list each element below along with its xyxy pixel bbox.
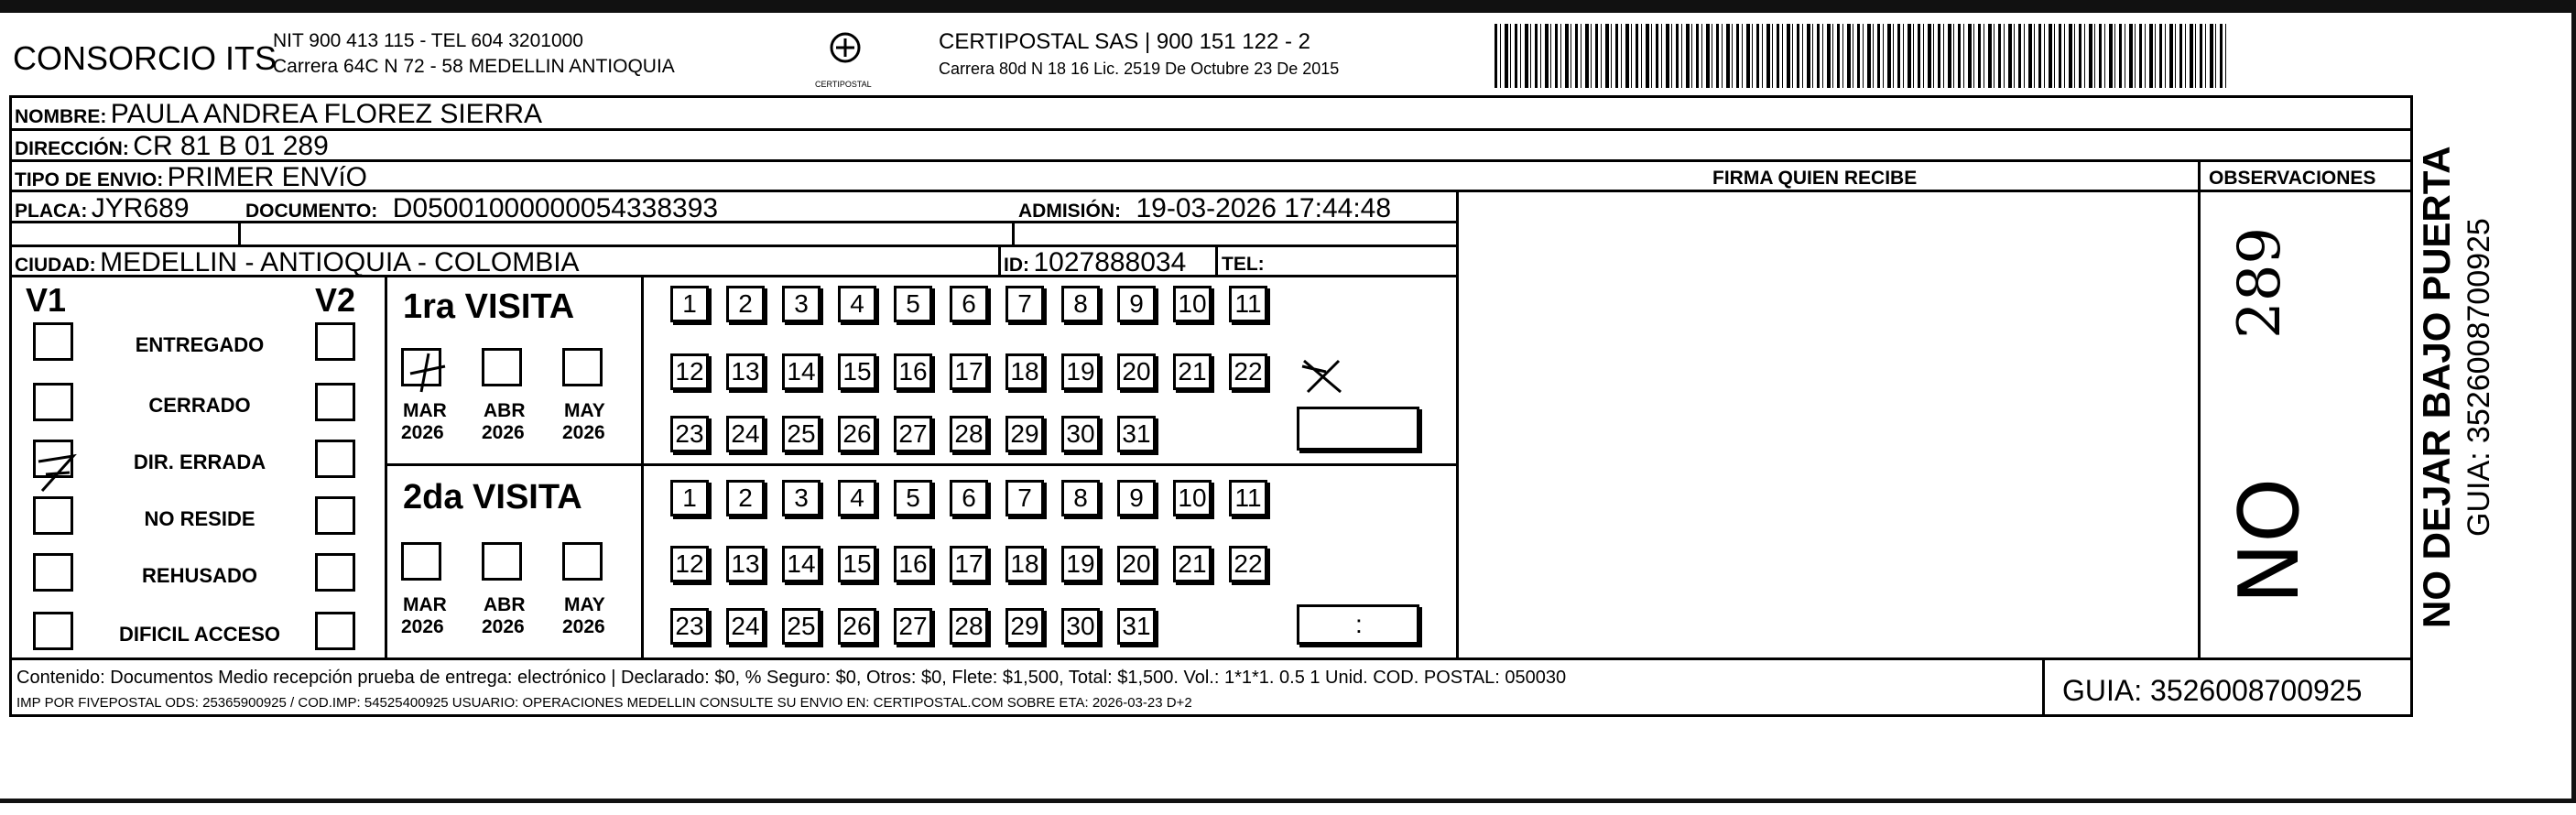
day-box[interactable]: 6 <box>950 286 988 322</box>
guia-footer: GUIA: 3526008700925 <box>2062 674 2363 707</box>
carrier-name: CERTIPOSTAL SAS | 900 151 122 - 2 <box>939 29 1310 54</box>
month-checkbox[interactable] <box>562 348 603 386</box>
day-box[interactable]: 6 <box>950 480 988 516</box>
day-box[interactable]: 12 <box>670 546 709 582</box>
v1-label: V1 <box>26 281 67 319</box>
tel-label: TEL: <box>1222 254 1265 275</box>
day-box[interactable]: 14 <box>782 353 821 390</box>
side-guia: GUIA: 3526008700925 <box>2462 218 2496 537</box>
barcode <box>1495 24 2227 88</box>
day-box[interactable]: 14 <box>782 546 821 582</box>
day-box[interactable]: 24 <box>726 416 765 452</box>
placa-label: PLACA: <box>15 201 88 222</box>
day-box[interactable]: 26 <box>838 608 876 645</box>
day-box[interactable]: 28 <box>950 608 988 645</box>
top-border <box>0 0 2576 13</box>
day-box[interactable]: 8 <box>1061 286 1100 322</box>
year-label: 2026 <box>401 422 444 443</box>
nombre-value: PAULA ANDREA FLOREZ SIERRA <box>110 99 543 129</box>
month-checkbox[interactable] <box>401 542 441 581</box>
day-box[interactable]: 16 <box>894 546 932 582</box>
month-label: ABR <box>484 594 526 615</box>
status-v1-checkbox[interactable] <box>33 496 73 535</box>
time-box-first <box>1297 407 1419 451</box>
year-label: 2026 <box>482 616 525 637</box>
status-label: DIFICIL ACCESO <box>118 623 280 646</box>
day-box[interactable]: 29 <box>1005 608 1044 645</box>
company-name: CONSORCIO ITS <box>13 39 277 77</box>
day-box[interactable]: 31 <box>1117 416 1156 452</box>
tipo-label: TIPO DE ENVIO: <box>15 169 164 190</box>
year-label: 2026 <box>562 422 605 443</box>
day-box[interactable]: 17 <box>950 546 988 582</box>
bottom-border <box>0 799 2576 803</box>
day-box[interactable]: 26 <box>838 416 876 452</box>
year-label: 2026 <box>562 616 605 637</box>
day-box[interactable]: 7 <box>1005 480 1044 516</box>
day-box[interactable]: 21 <box>1173 353 1212 390</box>
status-label: ENTREGADO <box>135 333 265 356</box>
status-v1-checkbox[interactable] <box>33 553 73 592</box>
time-second-visit: : <box>1355 610 1363 638</box>
day-box[interactable]: 23 <box>670 416 709 452</box>
day-box[interactable]: 4 <box>838 286 876 322</box>
no-dejar-warning: NO DEJAR BAJO PUERTA <box>2415 146 2458 628</box>
day-box[interactable]: 5 <box>894 286 932 322</box>
day-box[interactable]: 13 <box>726 546 765 582</box>
nombre-label: NOMBRE: <box>15 106 107 127</box>
placa-value: JYR689 <box>91 193 190 223</box>
status-v1-checkbox[interactable] <box>33 322 73 361</box>
day-box[interactable]: 15 <box>838 353 876 390</box>
day-box[interactable]: 23 <box>670 608 709 645</box>
day-box[interactable]: 30 <box>1061 416 1100 452</box>
status-v2-checkbox[interactable] <box>315 440 355 478</box>
status-v1-checkbox[interactable] <box>33 383 73 421</box>
right-border <box>2571 0 2576 803</box>
day-box[interactable]: 9 <box>1117 480 1156 516</box>
day-box[interactable]: 24 <box>726 608 765 645</box>
day-box[interactable]: 22 <box>1229 546 1267 582</box>
day-box[interactable]: 1 <box>670 480 709 516</box>
day-box[interactable]: 2 <box>726 286 765 322</box>
march-check-mark <box>403 346 452 396</box>
status-v1-checkbox[interactable] <box>33 612 73 650</box>
first-visit-title: 1ra VISITA <box>403 288 575 326</box>
day-box[interactable]: 22 <box>1229 353 1267 390</box>
ciudad-label: CIUDAD: <box>15 255 96 276</box>
obs-no: NO <box>2222 477 2318 604</box>
day-box[interactable]: 18 <box>1005 353 1044 390</box>
day-box[interactable]: 20 <box>1117 353 1156 390</box>
day-box[interactable]: 16 <box>894 353 932 390</box>
day-box[interactable]: 3 <box>782 480 821 516</box>
obs-number: 289 <box>2226 226 2294 339</box>
month-checkbox[interactable] <box>482 348 522 386</box>
status-label: REHUSADO <box>142 564 257 587</box>
day-box[interactable]: 9 <box>1117 286 1156 322</box>
status-label: DIR. ERRADA <box>133 451 266 473</box>
day-box[interactable]: 15 <box>838 546 876 582</box>
status-label: NO RESIDE <box>144 507 255 530</box>
dir-errada-check-mark <box>33 445 82 494</box>
day-box[interactable]: 11 <box>1229 480 1267 516</box>
contenido-line: Contenido: Documentos Medio recepción prueba de entrega: electrónico | Declarado: $0, % Seguro: $0, Otros: $0, Flete: $1,500, Total: $1,500. Vol.: 1*1*1. 0.5 1 Unid. COD. POSTAL: 050030 <box>16 668 1567 688</box>
second-visit-title: 2da VISITA <box>403 478 582 516</box>
day-box[interactable]: 31 <box>1117 608 1156 645</box>
day-box[interactable]: 10 <box>1173 286 1212 322</box>
day-box[interactable]: 11 <box>1229 286 1267 322</box>
day-21-cross-mark <box>1299 353 1346 399</box>
direccion-value: CR 81 B 01 289 <box>133 131 329 161</box>
status-v2-checkbox[interactable] <box>315 383 355 421</box>
day-box[interactable]: 29 <box>1005 416 1044 452</box>
firma-label: FIRMA QUIEN RECIBE <box>1712 168 1918 189</box>
day-box[interactable]: 1 <box>670 286 709 322</box>
month-checkbox[interactable] <box>562 542 603 581</box>
day-box[interactable]: 27 <box>894 416 932 452</box>
form-frame <box>9 95 2413 717</box>
month-label: MAR <box>403 594 447 615</box>
day-box[interactable]: 18 <box>1005 546 1044 582</box>
day-box[interactable]: 20 <box>1117 546 1156 582</box>
day-box[interactable]: 25 <box>782 416 821 452</box>
day-box[interactable]: 19 <box>1061 353 1100 390</box>
day-box[interactable]: 8 <box>1061 480 1100 516</box>
day-box[interactable]: 13 <box>726 353 765 390</box>
status-v2-checkbox[interactable] <box>315 553 355 592</box>
ciudad-value: MEDELLIN - ANTIOQUIA - COLOMBIA <box>100 247 580 277</box>
day-box[interactable]: 2 <box>726 480 765 516</box>
day-box[interactable]: 27 <box>894 608 932 645</box>
status-v2-checkbox[interactable] <box>315 496 355 535</box>
month-checkbox[interactable] <box>482 542 522 581</box>
observaciones-label: OBSERVACIONES <box>2209 168 2376 189</box>
status-v2-checkbox[interactable] <box>315 322 355 361</box>
day-box[interactable]: 25 <box>782 608 821 645</box>
status-label: CERRADO <box>148 394 251 417</box>
year-label: 2026 <box>401 616 444 637</box>
documento-label: DOCUMENTO: <box>245 201 378 222</box>
tipo-value: PRIMER ENVíO <box>167 162 368 192</box>
direccion-label: DIRECCIÓN: <box>15 138 129 159</box>
v2-label: V2 <box>315 281 356 319</box>
day-box[interactable]: 17 <box>950 353 988 390</box>
id-label: ID: <box>1004 255 1029 276</box>
logo-caption: CERTIPOSTAL <box>815 80 872 89</box>
year-label: 2026 <box>482 422 525 443</box>
month-label: MAY <box>564 594 605 615</box>
month-label: MAY <box>564 400 605 421</box>
day-box[interactable]: 10 <box>1173 480 1212 516</box>
day-box[interactable]: 19 <box>1061 546 1100 582</box>
day-box[interactable]: 12 <box>670 353 709 390</box>
address-line: Carrera 64C N 72 - 58 MEDELLIN ANTIOQUIA <box>273 56 675 77</box>
status-v2-checkbox[interactable] <box>315 612 355 650</box>
month-label: ABR <box>484 400 526 421</box>
day-box[interactable]: 5 <box>894 480 932 516</box>
documento-value: D05001000000054338393 <box>392 193 719 223</box>
admision-value: 19-03-2026 17:44:48 <box>1136 193 1392 223</box>
admision-label: ADMISIÓN: <box>1018 201 1121 222</box>
day-box[interactable]: 7 <box>1005 286 1044 322</box>
certipostal-logo <box>813 27 877 81</box>
day-box[interactable]: 3 <box>782 286 821 322</box>
carrier-license: Carrera 80d N 18 16 Lic. 2519 De Octubre 23 De 2015 <box>939 60 1340 78</box>
nit-line: NIT 900 413 115 - TEL 604 3201000 <box>273 30 583 51</box>
day-box[interactable]: 30 <box>1061 608 1100 645</box>
day-box[interactable]: 28 <box>950 416 988 452</box>
month-label: MAR <box>403 400 447 421</box>
id-value: 1027888034 <box>1033 247 1187 277</box>
day-box[interactable]: 4 <box>838 480 876 516</box>
day-box[interactable]: 21 <box>1173 546 1212 582</box>
imp-line: IMP POR FIVEPOSTAL ODS: 25365900925 / COD.IMP: 54525400925 USUARIO: OPERACIONES MEDELLIN CONSULTE SU ENVIO EN: CERTIPOSTAL.COM SOBRE ETA: 2026-03-23 D+2 <box>16 695 1192 711</box>
